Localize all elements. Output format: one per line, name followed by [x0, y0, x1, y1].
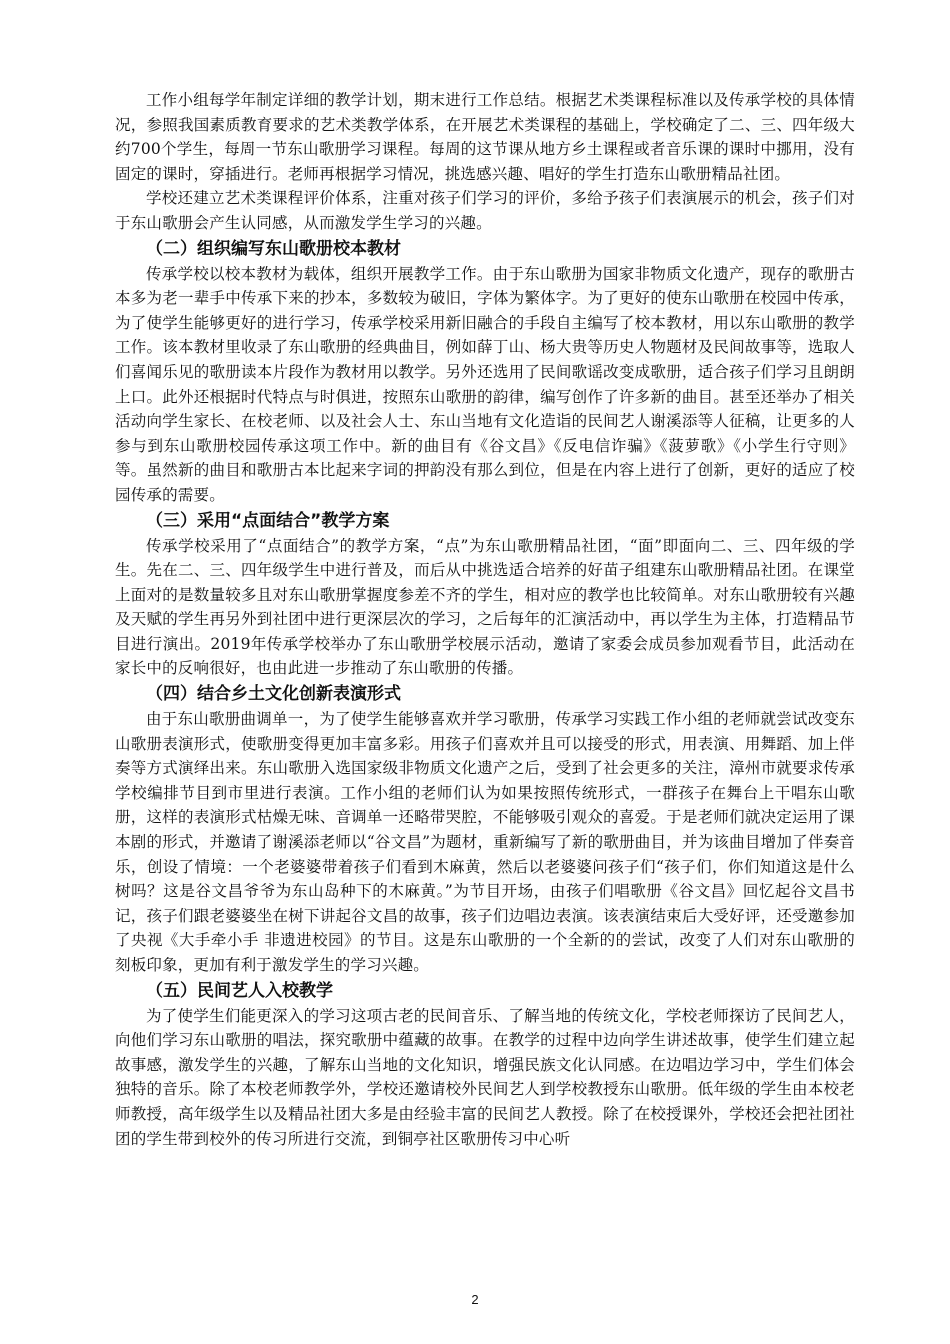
- paragraph-school-textbook: 传承学校以校本教材为载体，组织开展教学工作。由于东山歌册为国家非物质文化遗产，现存的歌册古本多为老一辈手中传承下来的抄本，多数较为破旧，字体为繁体字。为了更好的使东山歌册在校园中传承，为了使学生能够更好的进行学习，传承学校采用新旧融合的手段自主编写了校本教材，用以东山歌册的教学工作。该本教材里收录了东山歌册的经典曲目，例如薛丁山、杨大贵等历史人物题材及民间故事等，选取人们喜闻乐见的歌册读本片段作为教材用以教学。另外还选用了民间歌谣改变成歌册，适合孩子们学习且朗朗上口。此外还根据时代特点与时俱进，按照东山歌册的韵律，编写创作了许多新的曲目。甚至还举办了相关活动向学生家长、在校老师、以及社会人士、东山当地有文化造诣的民间艺人谢溪添等人征稿，让更多的人参与到东山歌册校园传承这项工作中。新的曲目有《谷文昌》《反电信诈骗》《菠萝歌》《小学生行守则》等。虽然新的曲目和歌册古本比起来字词的押韵没有那么到位，但是在内容上进行了创新，更好的适应了校园传承的需要。: [115, 264, 855, 504]
- section-heading-5: （五）民间艺人入校教学: [146, 980, 333, 1001]
- page-number: 2: [471, 1292, 479, 1307]
- section-heading-3: （三）采用“点面结合”教学方案: [146, 510, 390, 531]
- document-body: [115, 88, 855, 1151]
- paragraph-teaching-plan: 工作小组每学年制定详细的教学计划，期末进行工作总结。根据艺术类课程标准以及传承学校的具体情况，参照我国素质教育要求的艺术类教学体系，在开展艺术类课程的基础上，学校确定了二、三、四年级大约700个学生，每周一节东山歌册学习课程。每周的这节课从地方乡土课程或者音乐课的课时中挪用，没有固定的课时，穿插进行。老师再根据学习情况，挑选感兴趣、唱好的学生打造东山歌册精品社团。: [115, 91, 855, 183]
- paragraph-evaluation-system: 学校还建立艺术类课程评价体系，注重对孩子们学习的评价，多给予孩子们表演展示的机会，孩子们对于东山歌册会产生认同感，从而激发学生学习的兴趣。: [115, 189, 855, 232]
- paragraph-point-surface: 传承学校采用了“点面结合”的教学方案，“点”为东山歌册精品社团，“面”即面向二、三、四年级的学生。先在二、三、四年级学生中进行普及，而后从中挑选适合培养的好苗子组建东山歌册精品社团。在课堂上面对的是数量较多且对东山歌册掌握度参差不齐的学生，相对应的教学也比较简单。对东山歌册较有兴趣及天赋的学生再另外到社团中进行更深层次的学习，之后每年的汇演活动中，再以学生为主体，打造精品节目进行演出。2019年传承学校举办了东山歌册学校展示活动，邀请了家委会成员参加观看节目，此活动在家长中的反响很好，也由此进一步推动了东山歌册的传播。: [115, 536, 855, 678]
- section-heading-4: （四）结合乡土文化创新表演形式: [146, 684, 401, 705]
- section-heading-2: （二）组织编写东山歌册校本教材: [146, 238, 401, 259]
- paragraph-folk-artists: 为了使学生们能更深入的学习这项古老的民间音乐、了解当地的传统文化，学校老师探访了民间艺人，向他们学习东山歌册的唱法，探究歌册中蕴藏的故事。在教学的过程中边向学生讲述故事，使学生们建立起故事感，激发学生的兴趣，了解东山当地的文化知识，增强民族文化认同感。在边唱边学习中，学生们体会独特的音乐。除了本校老师教学外，学校还邀请校外民间艺人到学校教授东山歌册。低年级的学生由本校老师教授，高年级学生以及精品社团大多是由经验丰富的民间艺人教授。除了在校授课外，学校还会把社团社团的学生带到校外的传习所进行交流，到铜亭社区歌册传习中心听: [115, 1006, 855, 1148]
- paragraph-performance-form: 由于东山歌册曲调单一，为了使学生能够喜欢并学习歌册，传承学习实践工作小组的老师就尝试改变东山歌册表演形式，使歌册变得更加丰富多彩。用孩子们喜欢并且可以接受的形式，用表演、用舞蹈、加上伴奏等方式演绎出来。东山歌册入选国家级非物质文化遗产之后，受到了社会更多的关注，漳州市就要求传承学校编排节目到市里进行表演。工作小组的老师们认为如果按照传统形式，一群孩子在舞台上干唱东山歌册，这样的表演形式枯燥无味、音调单一还略带哭腔，不能够吸引观众的喜爱。于是老师们就决定运用了课本剧的形式，并邀请了谢溪添老师以“谷文昌”为题材，重新编写了新的歌册曲目，并为该曲目增加了伴奏音乐，创设了情境：一个老婆婆带着孩子们看到木麻黄，然后以老婆婆问孩子们“孩子们，你们知道这是什么树吗？这是谷文昌爷爷为东山岛种下的木麻黄。”为节目开场，由孩子们唱歌册《谷文昌》回忆起谷文昌书记，孩子们跟老婆婆坐在树下讲起谷文昌的故事，孩子们边唱边表演。该表演结束后大受好评，还受邀参加了央视《大手牵小手 非遗进校园》的节目。这是东山歌册的一个全新的的尝试，改变了人们对东山歌册的刻板印象，更加有利于激发学生的学习兴趣。: [115, 710, 855, 974]
